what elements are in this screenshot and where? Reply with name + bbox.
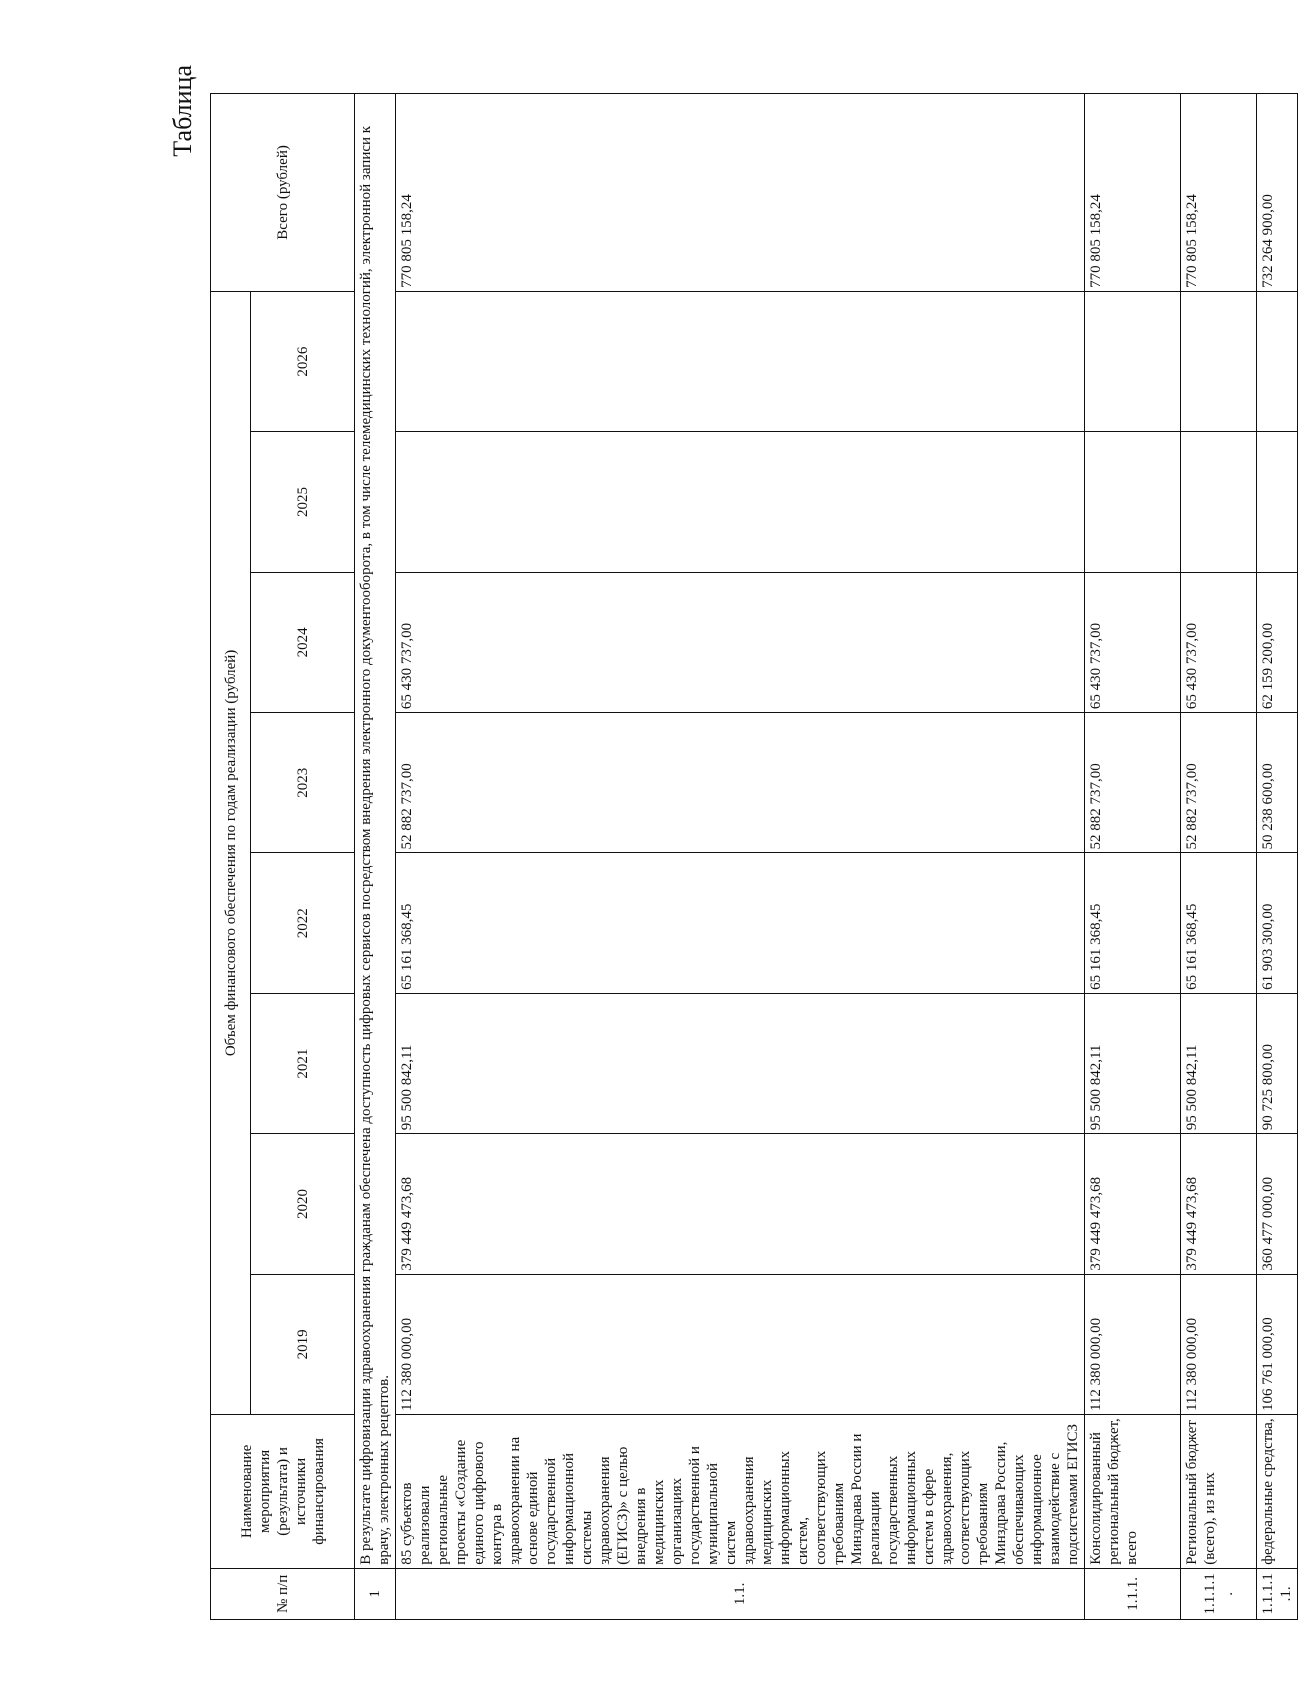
row-num: 1.1.1. [1085, 1568, 1181, 1619]
amount-cell: 90 725 800,00 [1257, 993, 1298, 1133]
header-year: 2022 [251, 853, 355, 993]
header-year: 2025 [251, 432, 355, 572]
table-body [355, 94, 1298, 1620]
amount-cell: 65 430 737,00 [396, 572, 1085, 712]
header-name: Наименование мероприятия (результата) и источники финансирования [211, 1415, 355, 1569]
row-num: 1.1. [396, 1568, 1085, 1619]
amount-cell: 50 238 600,00 [1257, 713, 1298, 853]
header-total: Всего (рублей) [211, 94, 355, 292]
amount-cell: 65 430 737,00 [1181, 572, 1257, 712]
total-cell: 770 805 158,24 [396, 94, 1085, 292]
amount-cell: 65 430 737,00 [1085, 572, 1181, 712]
amount-cell: 95 500 842,11 [1085, 993, 1181, 1133]
row-name: Консолидированный региональный бюджет, всего [1085, 1415, 1181, 1569]
table-row [1085, 94, 1181, 1620]
row-num: 1.1.1.1. [1181, 1568, 1257, 1619]
rotated-sheet [168, 65, 1294, 1620]
amount-cell: 61 903 300,00 [1257, 853, 1298, 993]
header-year: 2019 [251, 1274, 355, 1414]
amount-cell: 112 380 000,00 [396, 1274, 1085, 1414]
header-year: 2026 [251, 291, 355, 431]
amount-cell [1085, 291, 1181, 431]
table-row [396, 94, 1085, 1620]
amount-cell: 95 500 842,11 [396, 993, 1085, 1133]
header-year-row [251, 94, 355, 1620]
amount-cell [1257, 291, 1298, 431]
header-year: 2023 [251, 713, 355, 853]
amount-cell [1257, 432, 1298, 572]
header-year: 2021 [251, 993, 355, 1133]
amount-cell [396, 432, 1085, 572]
amount-cell: 65 161 368,45 [396, 853, 1085, 993]
amount-cell: 65 161 368,45 [1085, 853, 1181, 993]
amount-cell: 106 761 000,00 [1257, 1274, 1298, 1414]
header-num: № п/п [211, 1568, 355, 1619]
amount-cell: 379 449 473,68 [1085, 1134, 1181, 1274]
amount-cell: 379 449 473,68 [1181, 1134, 1257, 1274]
amount-cell: 52 882 737,00 [396, 713, 1085, 853]
row-name: федеральные средства, [1257, 1415, 1298, 1569]
table-caption: Таблица [168, 65, 197, 157]
amount-cell: 112 380 000,00 [1085, 1274, 1181, 1414]
amount-cell [1181, 432, 1257, 572]
header-year: 2024 [251, 572, 355, 712]
header-years-group: Объем финансового обеспечения по годам реализации (рублей) [211, 291, 251, 1414]
amount-cell: 62 159 200,00 [1257, 572, 1298, 712]
row-name: Региональный бюджет (всего), из них [1181, 1415, 1257, 1569]
total-cell: 732 264 900,00 [1257, 94, 1298, 292]
section-num: 1 [355, 1568, 396, 1619]
financing-table [210, 93, 1298, 1620]
table-row [1257, 94, 1298, 1620]
total-cell: 770 805 158,24 [1085, 94, 1181, 292]
amount-cell: 52 882 737,00 [1085, 713, 1181, 853]
amount-cell: 95 500 842,11 [1181, 993, 1257, 1133]
amount-cell: 360 477 000,00 [1257, 1134, 1298, 1274]
table-row [1181, 94, 1257, 1620]
header-year: 2020 [251, 1134, 355, 1274]
section-row [355, 94, 396, 1620]
amount-cell: 52 882 737,00 [1181, 713, 1257, 853]
row-name: 85 субъектов реализовали региональные проекты «Создание единого цифрового контура в здравоохранении на основе единой государственной информационной системы здравоохранения (ЕГИСЗ)» с целью внедрения в медицинских организациях государственной и муниципальной систем здравоохранения медицинских информационных систем, соответствующих требованиям Минздрава России и реализации государственных информационных систем в сфере здравоохранения, соответствующих требованиям Минздрава России, обеспечивающих информационное взаимодействие с подсистемами ЕГИСЗ [396, 1415, 1085, 1569]
total-cell: 770 805 158,24 [1181, 94, 1257, 292]
amount-cell [1181, 291, 1257, 431]
amount-cell: 65 161 368,45 [1181, 853, 1257, 993]
section-text: В результате цифровизации здравоохранения гражданам обеспечена доступность цифровых сервисов посредством внедрения электронного документооборота, в том числе телемедицинских технологий, электронной записи к врачу, электронных рецептов. [355, 94, 396, 1569]
amount-cell: 379 449 473,68 [396, 1134, 1085, 1274]
row-num: 1.1.1.1.1. [1257, 1568, 1298, 1619]
amount-cell [1085, 432, 1181, 572]
amount-cell [396, 291, 1085, 431]
amount-cell: 112 380 000,00 [1181, 1274, 1257, 1414]
